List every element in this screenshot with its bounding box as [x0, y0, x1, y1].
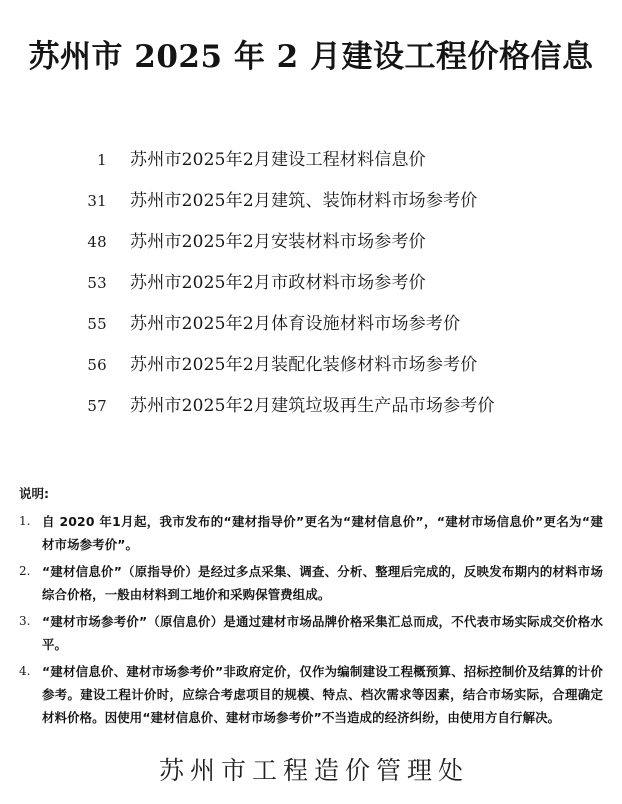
toc-entry-title: 苏州市2025年2月建筑、装饰材料市场参考价: [130, 191, 478, 211]
toc-page-number: 48: [87, 233, 107, 251]
note-number: 2.: [19, 564, 31, 578]
page-title: 苏州市 2025 年 2 月建设工程价格信息: [28, 38, 594, 75]
toc-page-number: 53: [87, 274, 107, 292]
note-text: “建材信息价”（原指导价）是经过多点采集、调查、分析、整理后完成的，反映发布期内的材料市场综合价格，一般由材料到工地价和采购保管费组成。: [42, 564, 603, 602]
toc-entry-title: 苏州市2025年2月建设工程材料信息价: [130, 150, 426, 170]
toc-page-number: 31: [87, 192, 107, 210]
note-item: [19, 610, 603, 656]
note-item: [19, 660, 603, 729]
toc-page-number: 57: [87, 397, 107, 415]
toc-entry[interactable]: [0, 181, 622, 222]
toc-entry[interactable]: [0, 345, 622, 386]
toc-page-number: 55: [87, 315, 107, 333]
toc-page-number: 1: [97, 151, 107, 169]
toc-entry[interactable]: [0, 304, 622, 345]
toc-page-number: 56: [87, 356, 107, 374]
note-number: 4.: [19, 664, 31, 678]
notes-heading: 说明:: [19, 486, 49, 501]
toc-entry[interactable]: [0, 386, 622, 427]
toc-entry[interactable]: [0, 222, 622, 263]
toc-entry[interactable]: [0, 140, 622, 181]
toc-entry-title: 苏州市2025年2月市政材料市场参考价: [130, 273, 426, 293]
publisher-name: 苏州市工程造价管理处: [158, 756, 469, 785]
note-number: 1.: [19, 514, 31, 528]
note-text: “建材市场参考价”（原信息价）是通过建材市场品牌价格采集汇总而成，不代表市场实际成交价格水平。: [42, 614, 603, 652]
note-item: [19, 510, 603, 556]
toc-entry-title: 苏州市2025年2月装配化装修材料市场参考价: [130, 355, 478, 375]
toc-entry[interactable]: [0, 263, 622, 304]
table-of-contents: [0, 140, 622, 427]
notes-section: [19, 484, 603, 733]
note-item: [19, 560, 603, 606]
toc-entry-title: 苏州市2025年2月安装材料市场参考价: [130, 232, 426, 252]
note-number: 3.: [19, 614, 31, 628]
toc-entry-title: 苏州市2025年2月建筑垃圾再生产品市场参考价: [130, 396, 495, 416]
toc-entry-title: 苏州市2025年2月体育设施材料市场参考价: [130, 314, 461, 334]
note-text: “建材信息价、建材市场参考价”非政府定价，仅作为编制建设工程概预算、招标控制价及结算的计价参考。建设工程计价时，应综合考虑项目的规模、特点、档次需求等因素，结合市场实际，合理确定材料价格。因使用“建材信息价、建材市场参考价”不当造成的经济纠纷，由使用方自行解决。: [42, 664, 603, 725]
note-text: 自 2020 年1月起，我市发布的“建材指导价”更名为“建材信息价”，“建材市场信息价”更名为“建材市场参考价”。: [42, 514, 603, 552]
